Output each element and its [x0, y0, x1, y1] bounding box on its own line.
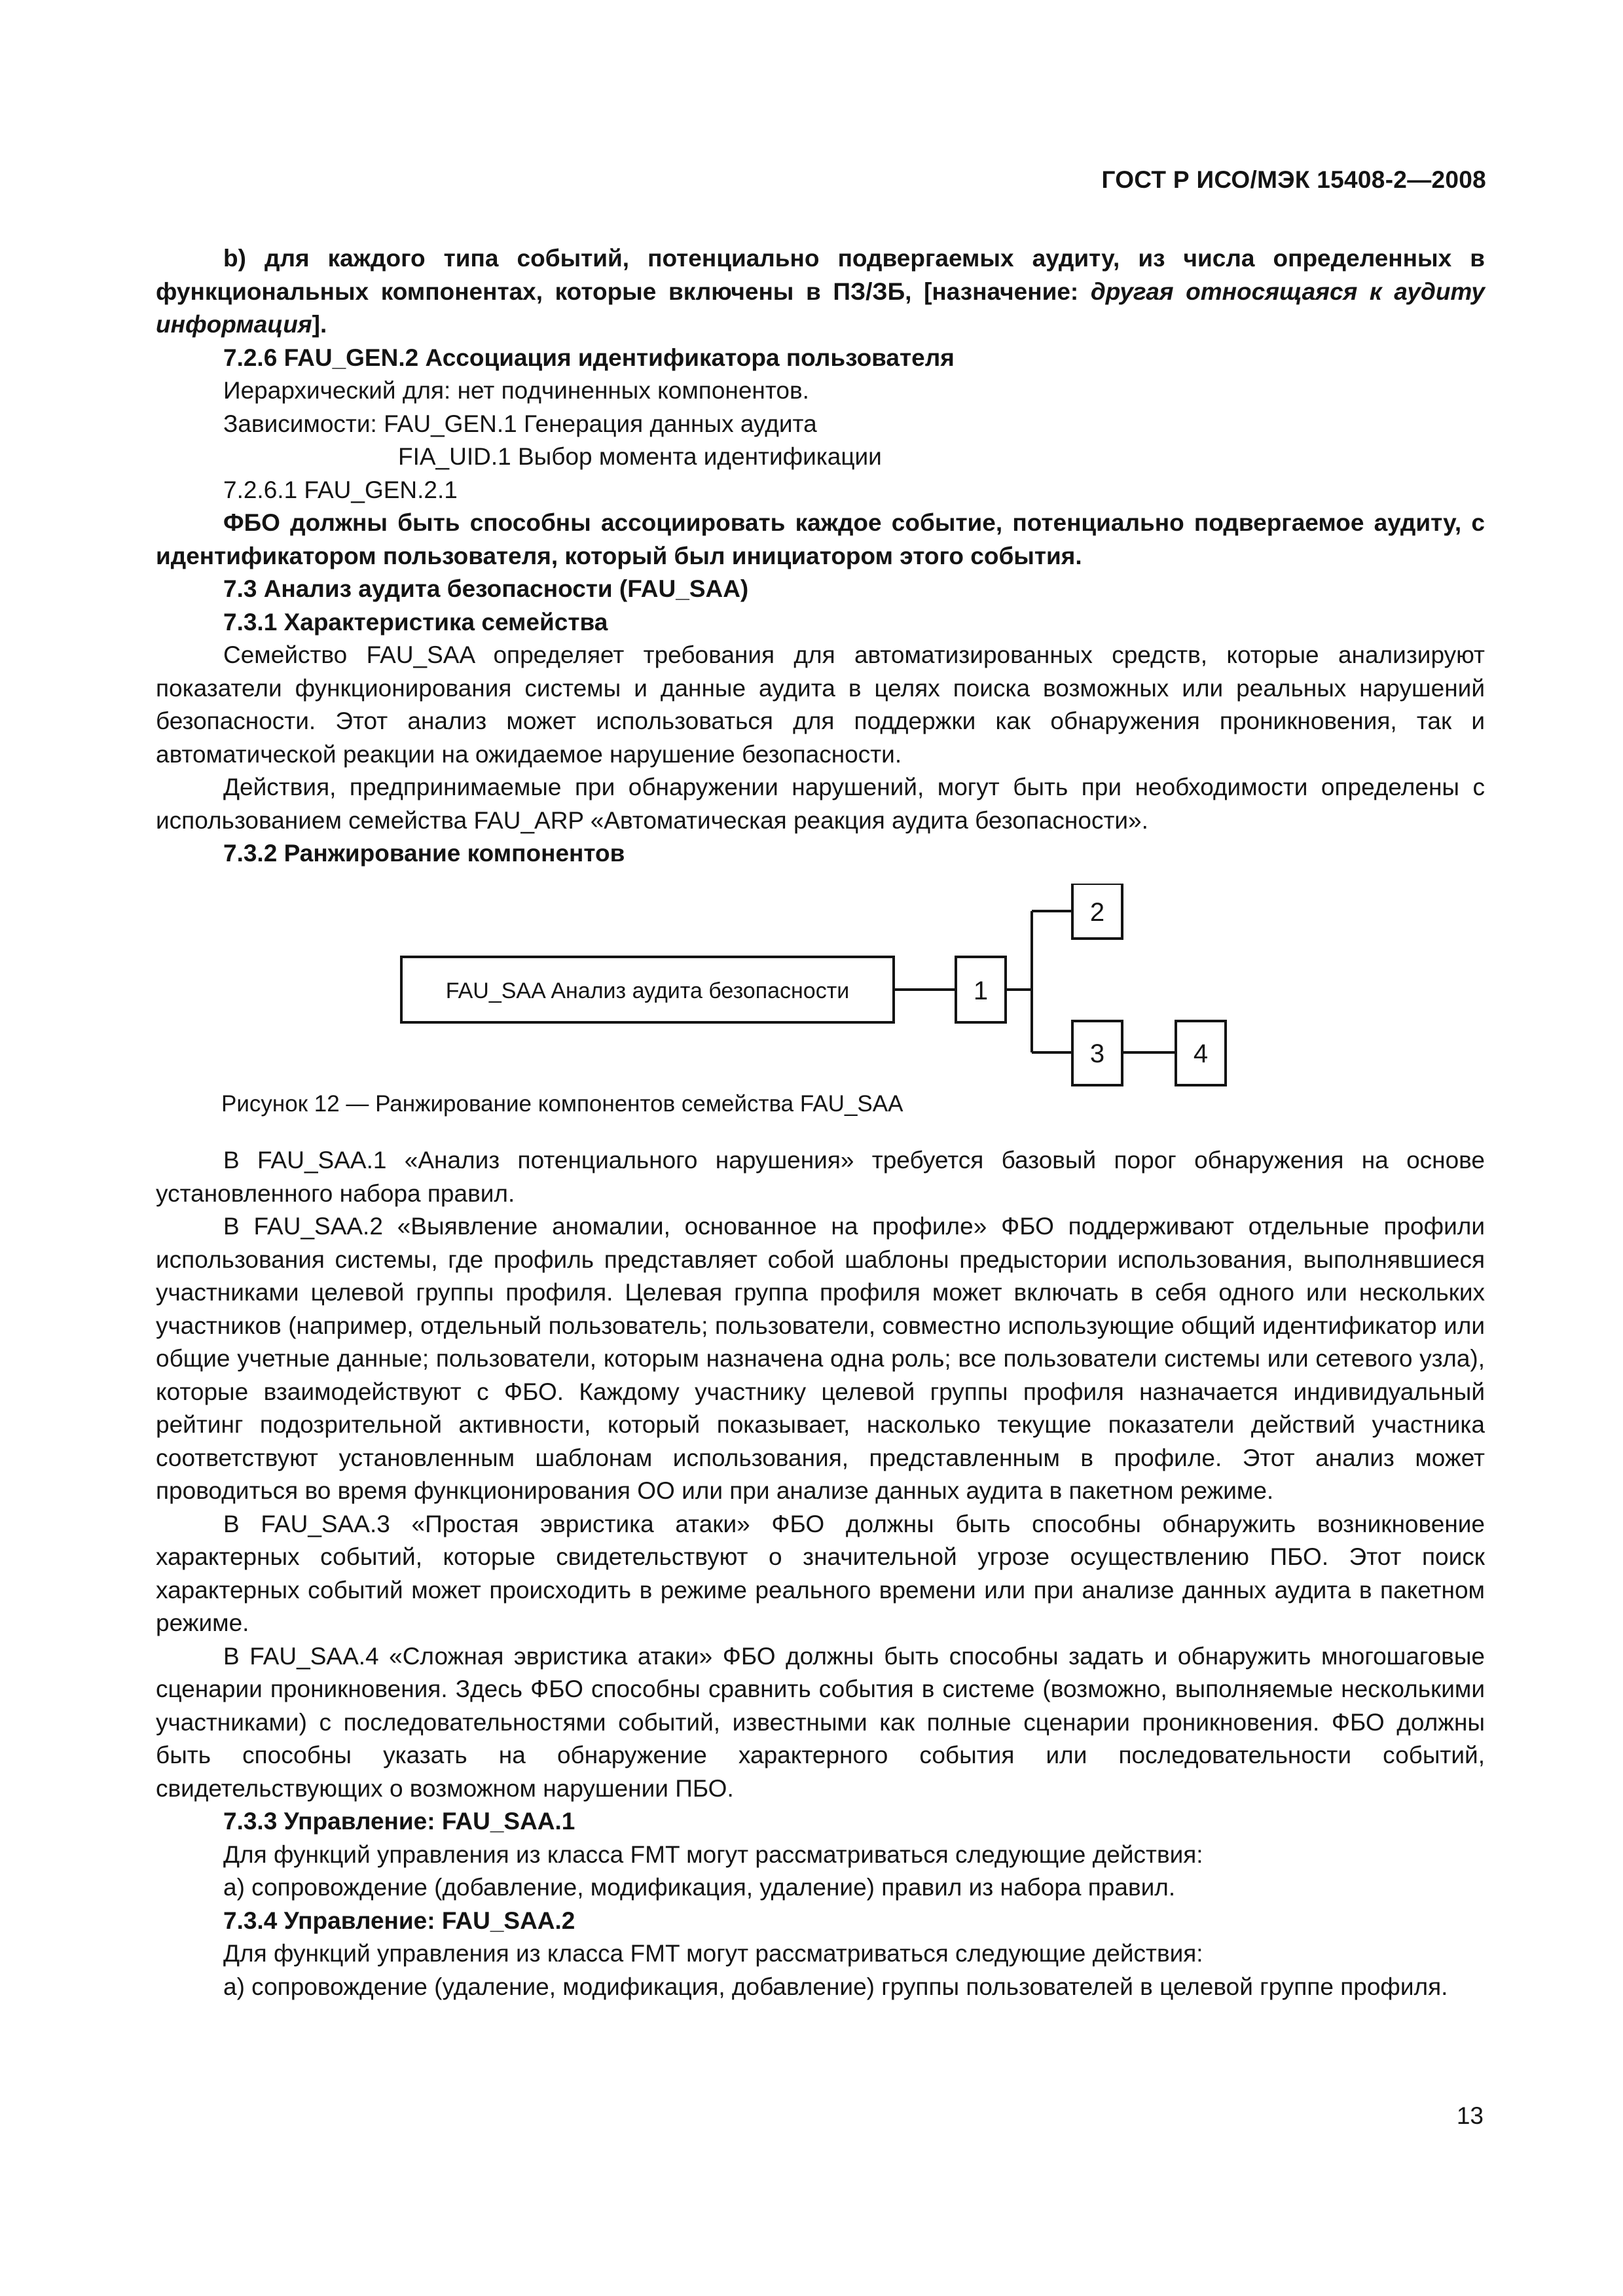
requirement-7-2-6-1: ФБО должны быть способны ассоциировать каждое событие, потенциально подвергаемое аудиту, с идентификатором пользователя, который был инициатором этого события. [156, 509, 1485, 569]
heading-7-3: 7.3 Анализ аудита безопасности (FAU_SAA) [223, 575, 749, 602]
diagram-svg [156, 884, 1485, 1088]
paragraph-7-3-1-b: Действия, предпринимаемые при обнаружении нарушений, могут быть при необходимости определены с использованием семейства FAU_ARP «Автоматическая реакция аудита безопасности». [156, 774, 1485, 834]
paragraph-saa3: В FAU_SAA.3 «Простая эвристика атаки» ФБО должны быть способны обнаружить возникновение характерных событий, которые свидетельствуют о значительной угрозе осуществлению ПБО. Этот поиск характерных событий может происходить в режиме реального времени или при анализе данных аудита в пакетном режиме. [156, 1510, 1485, 1636]
paragraph-7-3-3-b: а) сопровождение (добавление, модификация, удаление) правил из набора правил. [223, 1874, 1176, 1901]
standard-header: ГОСТ Р ИСО/МЭК 15408-2—2008 [1101, 166, 1486, 193]
hierarchy-line: Иерархический для: нет подчиненных компонентов. [223, 377, 809, 404]
paragraph-7-3-4-a: Для функций управления из класса FMT могут рассматриваться следующие действия: [223, 1940, 1203, 1967]
para-b-italic: другая относящаяся к аудиту информация [156, 278, 1485, 338]
para-b [156, 242, 1485, 342]
para-b-tail: ]. [312, 311, 327, 338]
paragraph-saa4: В FAU_SAA.4 «Сложная эвристика атаки» ФБО должны быть способны задать и обнаружить многошаговые сценарии проникновения. Здесь ФБО способны сравнить события в системе (возможно, выполняемые несколькими участниками) с последовательностями событий, известными как полные сценарии проникновения. ФБО должны быть способны указать на обнаружение характерного события или последовательности событий, свидетельствующих о возможном нарушении ПБО. [156, 1642, 1485, 1802]
box-1-label: 1 [973, 976, 989, 1005]
paragraph-saa1: В FAU_SAA.1 «Анализ потенциального нарушения» требуется базовый порог обнаружения на основе установленного набора правил. [156, 1147, 1485, 1207]
family-box-label: FAU_SAA Анализ аудита безопасности [445, 978, 850, 1003]
box-4-label: 4 [1193, 1039, 1209, 1068]
paragraph-7-3-4-b: а) сопровождение (удаление, модификация, добавление) группы пользователей в целевой группе профиля. [223, 1973, 1448, 2000]
dependency-line-1: Зависимости: FAU_GEN.1 Генерация данных аудита [223, 410, 817, 437]
heading-7-2-6: 7.2.6 FAU_GEN.2 Ассоциация идентификатора пользователя [223, 344, 955, 371]
heading-7-3-3: 7.3.3 Управление: FAU_SAA.1 [223, 1808, 575, 1835]
paragraph-7-3-3-a: Для функций управления из класса FMT могут рассматриваться следующие действия: [223, 1840, 1203, 1868]
page-number: 13 [1456, 2102, 1484, 2129]
figure-caption: Рисунок 12 — Ранжирование компонентов семейства FAU_SAA [221, 1090, 903, 1117]
heading-7-3-1: 7.3.1 Характеристика семейства [223, 608, 608, 636]
dependency-line-2: FIA_UID.1 Выбор момента идентификации [398, 443, 882, 470]
paragraph-7-3-1-a: Семейство FAU_SAA определяет требования для автоматизированных средств, которые анализируют показатели функционирования системы и данные аудита в целях поиска возможных или реальных нарушений безопасности. Этот анализ может использоваться для поддержки как обнаружения проникновения, так и автоматической реакции на ожидаемое нарушение безопасности. [156, 641, 1485, 768]
heading-7-3-4: 7.3.4 Управление: FAU_SAA.2 [223, 1907, 575, 1934]
box-2-label: 2 [1089, 897, 1105, 927]
box-3-label: 3 [1089, 1039, 1105, 1068]
body-text [156, 242, 1485, 2003]
para-b-lead: b) для каждого типа событий, потенциально подвергаемых аудиту, из числа определенных в функциональных компонентах, которые включены в ПЗ/ЗБ, [назначение: [156, 245, 1485, 305]
paragraph-saa2: В FAU_SAA.2 «Выявление аномалии, основанное на профиле» ФБО поддерживают отдельные профили использования системы, где профиль представляет собой шаблоны предыстории использования, выполнявшиеся участниками целевой группы профиля. Целевая группа профиля может включать в себя одного или нескольких участников (например, отдельный пользователь; пользователи, совместно использующие общий идентификатор или общие учетные данные; пользователи, которым назначена одна роль; все пользователи системы или сетевого узла), которые взаимодействуют с ФБО. Каждому участнику целевой группы профиля назначается индивидуальный рейтинг подозрительной активности, который показывает, насколько текущие показатели действий участника соответствуют установленным шаблонам использования, представленным в профиле. Этот анализ может проводиться во время функционирования ОО или при анализе данных аудита в пакетном режиме. [156, 1213, 1485, 1504]
heading-7-3-2: 7.3.2 Ранжирование компонентов [223, 840, 625, 867]
element-7-2-6-1: 7.2.6.1 FAU_GEN.2.1 [223, 476, 458, 503]
component-leveling-diagram [156, 884, 1485, 1088]
